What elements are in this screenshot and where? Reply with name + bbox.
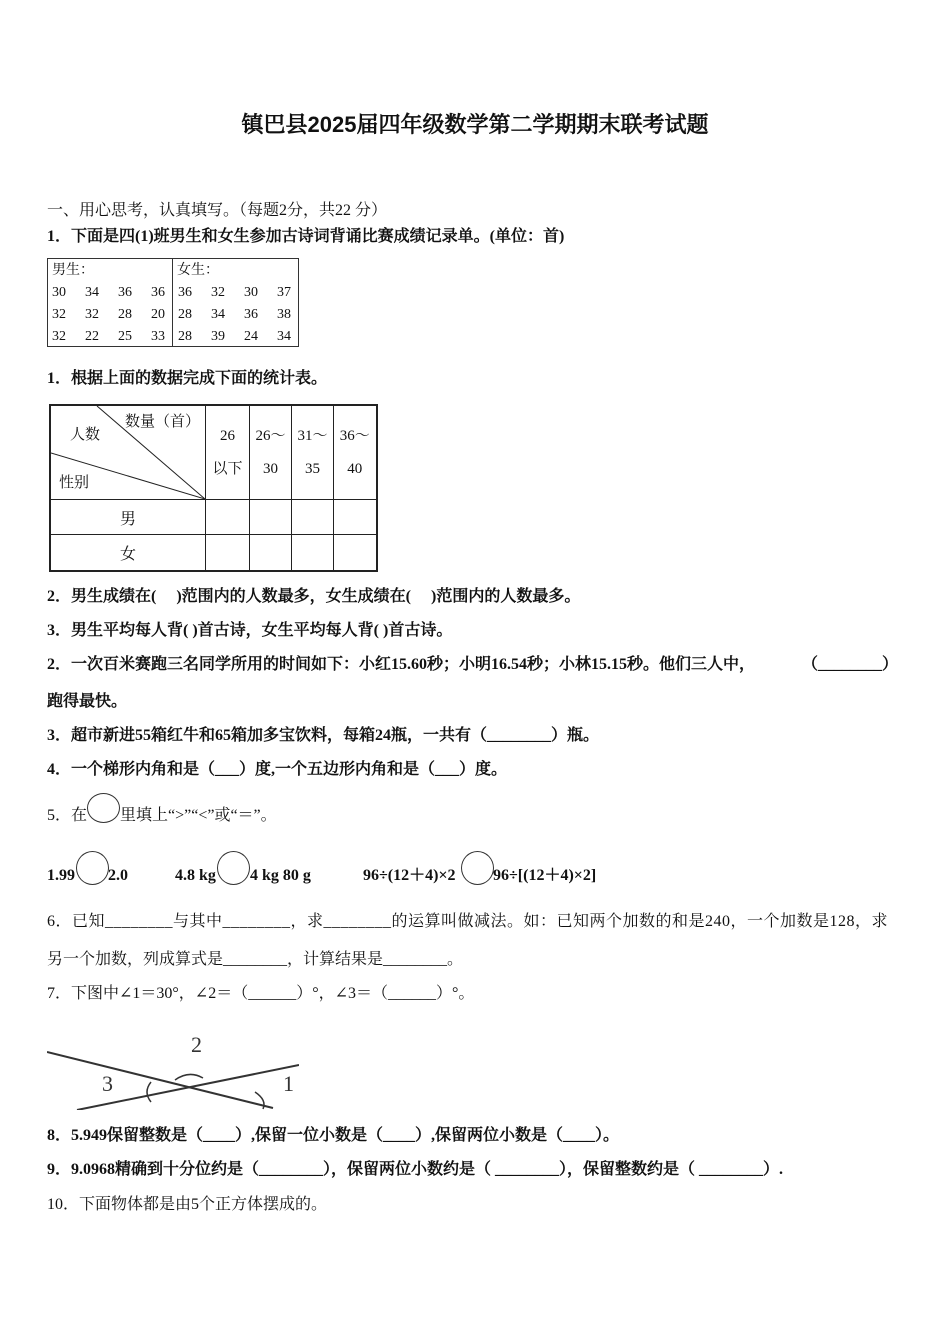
boys-record-box: [47, 258, 173, 347]
diag-label-quantity: 数量（首）: [125, 414, 201, 430]
column-header-cell: [206, 405, 250, 500]
question-4: 4．一个梯形内角和是（___）度,一个五边形内角和是（___）度。: [47, 761, 508, 778]
column-header-line2: 40: [347, 460, 363, 477]
blank-cell: [206, 500, 250, 535]
statistics-table: [49, 404, 378, 572]
record-value: 38: [277, 307, 291, 322]
question-3: 3．超市新进55箱红牛和65箱加多宝饮料，每箱24瓶，一共有（________）瓶。: [47, 727, 600, 744]
column-header-line2: 以下: [212, 460, 243, 477]
compare-right: 96÷[(12＋4)×2]: [493, 867, 597, 884]
question-9: 9．9.0968精确到十分位约是（________），保留两位小数约是（ ________），保留整数约是（ ________）.: [47, 1161, 784, 1178]
compare-circle: [217, 851, 250, 885]
record-value: 36: [244, 307, 258, 322]
record-value: 30: [244, 285, 258, 300]
question-2-blank: （________）: [802, 656, 899, 673]
record-value: 30: [52, 285, 66, 300]
question-5-after: 里填上“>”“<”或“＝”。: [120, 807, 277, 824]
blank-cell: [250, 500, 292, 535]
record-value: 36: [178, 285, 192, 300]
angle-2-arc: [175, 1074, 203, 1080]
question-6-line-2: 另一个加数，列成算式是________，计算结果是________。: [47, 951, 464, 968]
record-value: 28: [118, 307, 132, 322]
angle-1-label: 1: [283, 1071, 294, 1096]
girls-record-row: [178, 328, 291, 346]
record-value: 36: [151, 285, 165, 300]
angle-3-arc: [147, 1082, 151, 1102]
record-value: 33: [151, 329, 165, 344]
record-value: 36: [118, 285, 132, 300]
compare-right: 4 kg 80 g: [250, 867, 311, 884]
blank-cell: [250, 535, 292, 572]
record-value: 37: [277, 285, 291, 300]
column-header-cell: [250, 405, 292, 500]
girls-record-box: [172, 258, 299, 347]
record-value: 32: [211, 285, 225, 300]
blank-cell: [292, 535, 334, 572]
angle-3-label: 3: [102, 1071, 113, 1096]
record-value: 22: [85, 329, 99, 344]
page-title: 镇巴县2025届四年级数学第二学期期末联考试题: [241, 112, 709, 137]
record-value: 28: [178, 307, 192, 322]
angle-figure: [47, 1030, 299, 1110]
record-value: 25: [118, 329, 132, 344]
diagonal-header-cell: [50, 405, 206, 500]
boys-label: 男生：: [52, 263, 94, 278]
boys-record-row: [52, 306, 165, 324]
column-header-line1: 31～: [297, 427, 328, 444]
column-header-cell: [334, 405, 377, 500]
question-7-stem: 7．下图中∠1＝30°，∠2＝（______）°，∠3＝（______）°。: [47, 985, 475, 1002]
record-value: 34: [211, 307, 225, 322]
compare-circle: [87, 793, 120, 823]
blank-cell: [206, 535, 250, 572]
question-2-line-1: 2．一次百米赛跑三名同学所用的时间如下：小红15.60秒；小明16.54秒；小林15.15秒。他们三人中，: [47, 656, 756, 673]
diag-label-people: 人数: [70, 427, 101, 443]
stats-row-boys: [50, 500, 377, 535]
compare-right: 2.0: [108, 867, 128, 884]
diag-label-gender: 性别: [59, 475, 90, 491]
record-value: 39: [211, 329, 225, 344]
column-header-line2: 35: [305, 460, 320, 477]
column-header-line1: 26: [220, 427, 235, 444]
record-value: 32: [52, 329, 66, 344]
stats-header-row: [50, 405, 377, 500]
section-heading: 一、用心思考，认真填写。（每题2分，共22 分）: [47, 202, 388, 219]
record-value: 24: [244, 329, 258, 344]
column-header-line1: 26～: [255, 427, 286, 444]
compare-left: 1.99: [47, 867, 75, 884]
question-1-stem: 1．下面是四(1)班男生和女生参加古诗词背诵比赛成绩记录单。(单位：首): [47, 228, 565, 245]
column-header-cell: [292, 405, 334, 500]
question-8: 8．5.949保留整数是（____）,保留一位小数是（____）,保留两位小数是（____）。: [47, 1127, 620, 1144]
boys-record-row: [52, 328, 165, 346]
row-label-girls: 女: [50, 535, 206, 572]
question-5-before: 5．在: [47, 807, 88, 824]
record-value: 34: [277, 329, 291, 344]
angle-2-label: 2: [191, 1032, 202, 1057]
blank-cell: [334, 500, 377, 535]
question-1-sub-1: 1．根据上面的数据完成下面的统计表。: [47, 370, 328, 387]
column-header-line1: 36～: [339, 427, 370, 444]
question-6-line-1: 6．已知________与其中________，求________的运算叫做减法。如：已知两个加数的和是240，一个加数是128，求: [47, 913, 889, 930]
record-value: 20: [151, 307, 165, 322]
line-a: [47, 1052, 273, 1108]
question-10: 10．下面物体都是由5个正方体摆成的。: [47, 1196, 328, 1213]
record-value: 32: [52, 307, 66, 322]
question-1-sub-3: 3．男生平均每人背( )首古诗，女生平均每人背( )首古诗。: [47, 622, 453, 639]
row-label-boys: 男: [50, 500, 206, 535]
compare-left: 4.8 kg: [175, 867, 216, 884]
column-header-line2: 30: [263, 460, 278, 477]
girls-record-row: [178, 284, 291, 302]
blank-cell: [292, 500, 334, 535]
girls-record-row: [178, 306, 291, 324]
record-value: 32: [85, 307, 99, 322]
record-value: 28: [178, 329, 192, 344]
compare-circle: [461, 851, 494, 885]
question-1-sub-2: 2．男生成绩在( )范围内的人数最多，女生成绩在( )范围内的人数最多。: [47, 588, 581, 605]
stats-row-girls: [50, 535, 377, 572]
record-value: 34: [85, 285, 99, 300]
blank-cell: [334, 535, 377, 572]
compare-circle: [76, 851, 109, 885]
compare-left: 96÷(12＋4)×2: [363, 867, 456, 884]
question-2-line-2: 跑得最快。: [47, 693, 128, 710]
girls-label: 女生：: [177, 263, 219, 278]
boys-record-row: [52, 284, 165, 302]
